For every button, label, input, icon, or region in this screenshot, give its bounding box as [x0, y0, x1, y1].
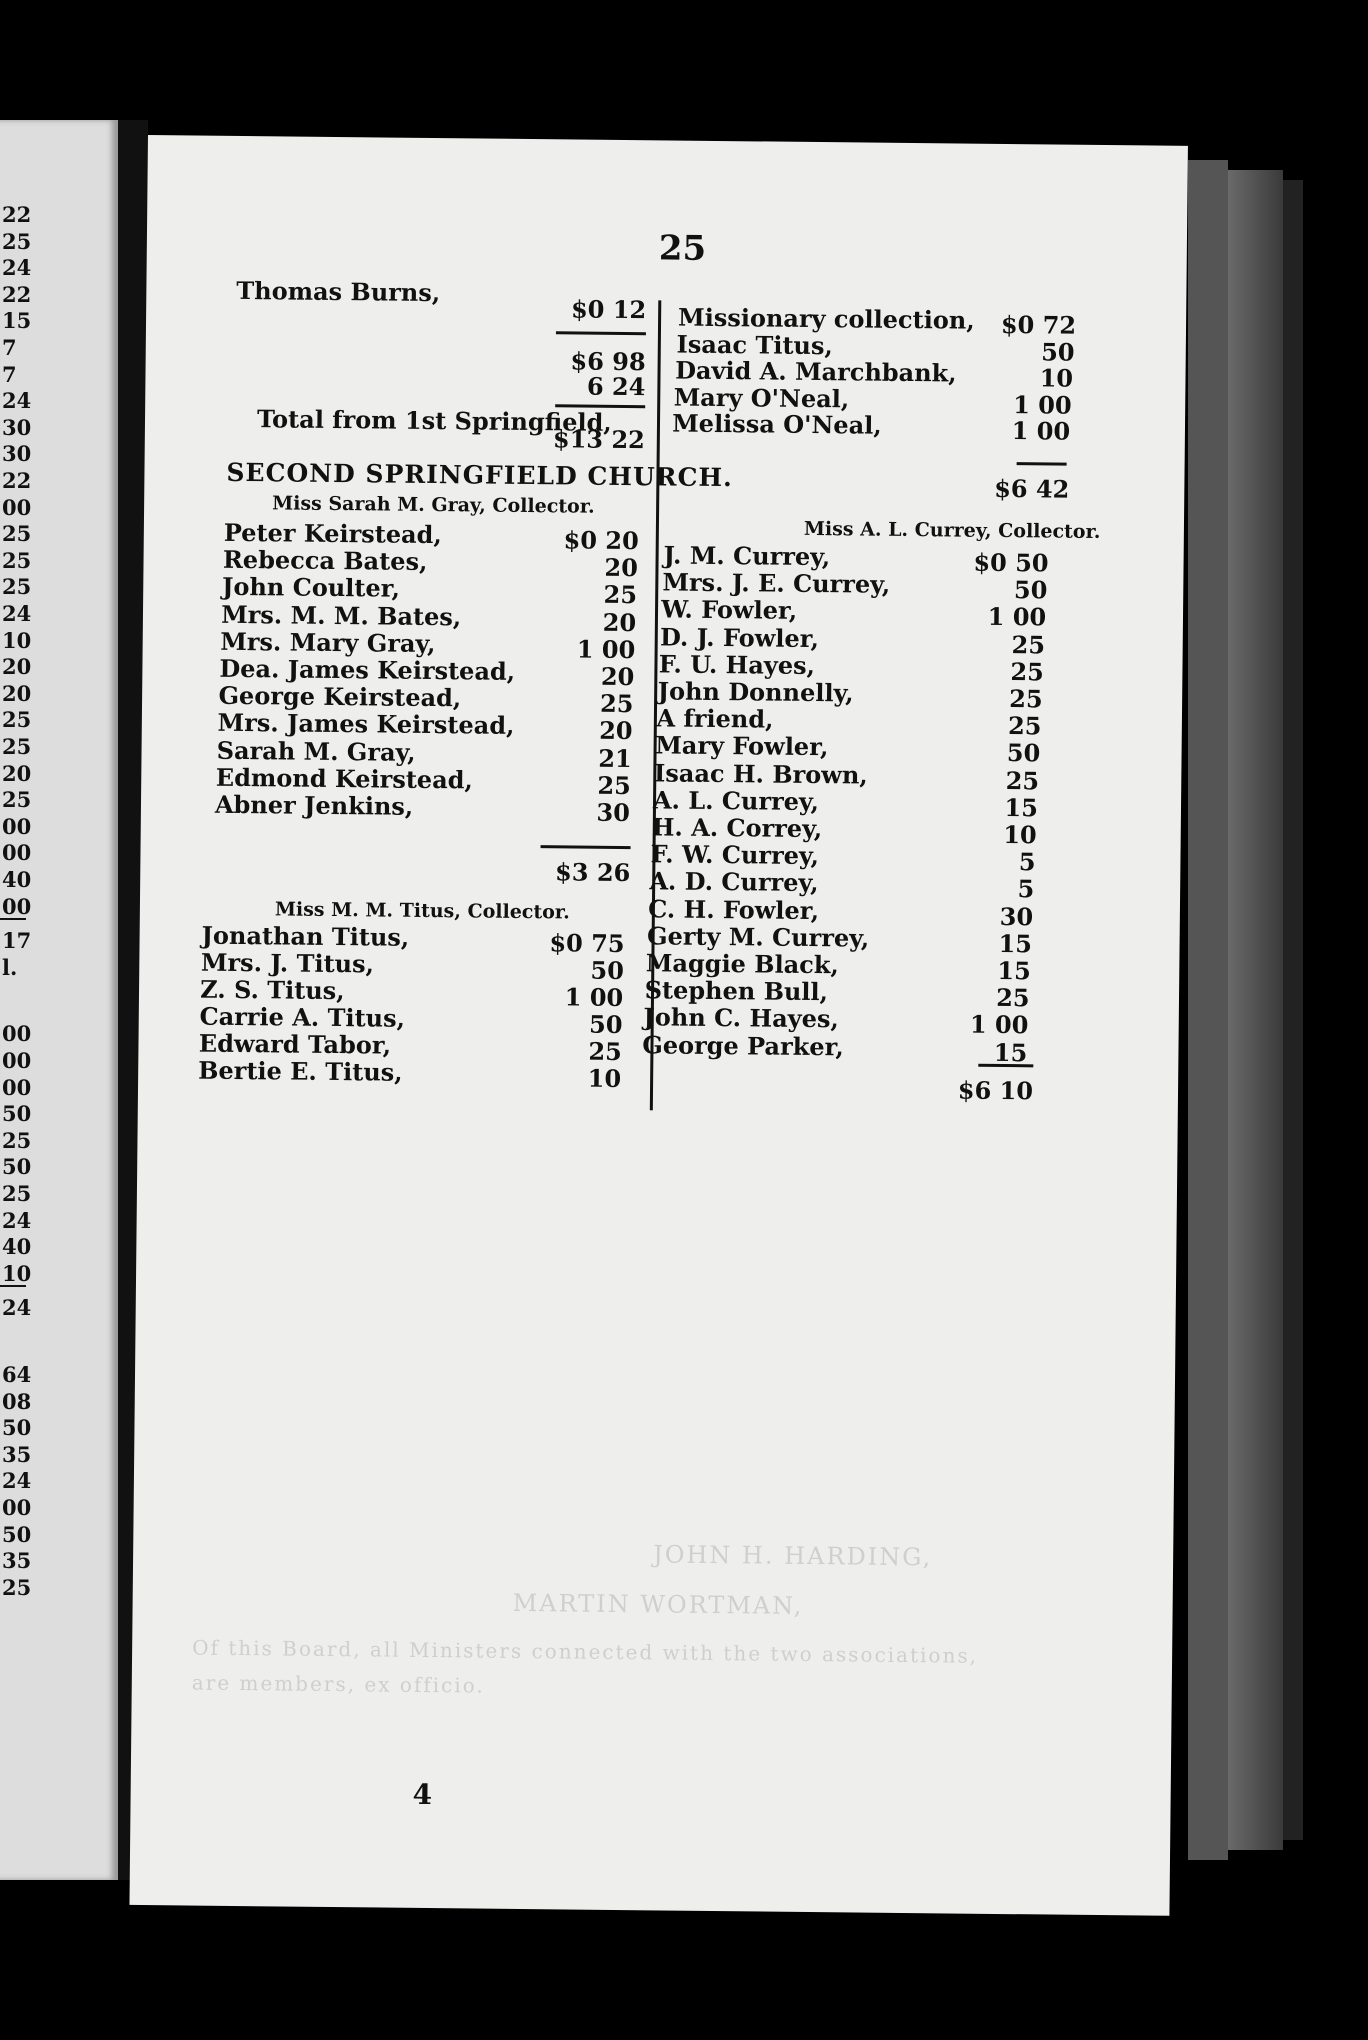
- donor-amount: 15: [993, 1037, 1028, 1067]
- margin-number: 40: [2, 1234, 32, 1260]
- donor-amount: 25: [1005, 765, 1040, 795]
- donor-amount: 25: [1007, 711, 1042, 741]
- donor-amount: 1 00: [564, 982, 624, 1013]
- donor-amount: 50: [590, 955, 625, 986]
- subtotal: 6 24: [586, 371, 646, 402]
- donor-name: Edward Tabor,: [198, 1028, 392, 1060]
- margin-number: 17: [2, 928, 32, 954]
- bleed-through-line: MARTIN WORTMAN,: [512, 1588, 804, 1620]
- donor-name: Maggie Black,: [645, 948, 839, 980]
- total-label: Total from 1st Springfield,: [256, 404, 612, 437]
- margin-number: 50: [2, 1521, 32, 1547]
- margin-number: 25: [2, 1574, 32, 1600]
- donor-amount: $0 50: [973, 547, 1049, 578]
- sum-rule: [541, 845, 631, 849]
- margin-number: 24: [2, 1295, 32, 1321]
- donor-name: A. D. Currey,: [649, 866, 819, 898]
- church-heading: SECOND SPRINGFIELD CHURCH.: [226, 457, 733, 493]
- donor-amount: 25: [599, 688, 634, 719]
- ledger-page: [129, 135, 1187, 1916]
- donor-name: Mrs. M. M. Bates,: [221, 599, 462, 631]
- margin-number: l.: [2, 954, 18, 980]
- margin-number: 64: [2, 1362, 32, 1387]
- collector-heading: Miss M. M. Titus, Collector.: [274, 898, 570, 924]
- margin-number: 20: [2, 680, 32, 706]
- donor-amount: 25: [603, 580, 638, 610]
- margin-number: 00: [2, 494, 32, 520]
- donor-name: George Parker,: [642, 1029, 845, 1061]
- donor-name: John Coulter,: [221, 572, 401, 604]
- donor-amount: 25: [588, 1036, 622, 1067]
- margin-number: 00: [2, 1074, 32, 1100]
- donor-amount: 1 00: [576, 634, 636, 664]
- margin-rule: [0, 918, 26, 920]
- donor-name: C. H. Fowler,: [648, 893, 820, 925]
- margin-rule: [0, 1285, 26, 1287]
- margin-number: 25: [2, 787, 32, 813]
- margin-number: 40: [2, 867, 32, 892]
- margin-number: 25: [2, 574, 32, 600]
- collector-heading: Miss Sarah M. Gray, Collector.: [272, 492, 595, 518]
- margin-number: 15: [2, 308, 32, 334]
- donor-amount: 30: [999, 901, 1034, 931]
- donor-name: Stephen Bull,: [644, 975, 829, 1007]
- donor-amount: 15: [997, 955, 1031, 986]
- margin-number: 00: [2, 1048, 32, 1073]
- donor-name: David A. Marchbank,: [675, 355, 957, 388]
- donor-name: Isaac H. Brown,: [653, 757, 868, 790]
- donor-name: Bertie E. Titus,: [198, 1055, 403, 1087]
- donor-name: Z. S. Titus,: [200, 974, 345, 1006]
- donor-amount: 25: [1009, 684, 1043, 714]
- donor-amount: 1 00: [969, 1010, 1029, 1040]
- page-number: 25: [658, 228, 707, 269]
- donor-amount: 25: [1010, 656, 1044, 687]
- margin-number: 25: [2, 228, 32, 254]
- donor-amount: $0 12: [570, 294, 647, 325]
- donor-amount: 25: [1011, 629, 1046, 660]
- margin-number: 25: [2, 1181, 32, 1206]
- donor-name: Mary O'Neal,: [673, 382, 850, 413]
- donor-name: Dea. James Keirstead,: [219, 653, 516, 686]
- donor-name: Gerty M. Currey,: [646, 921, 870, 953]
- donor-amount: 20: [599, 716, 633, 746]
- margin-number: 22: [2, 281, 32, 307]
- donor-amount: 50: [1041, 336, 1075, 367]
- bleed-through-line: JOHN H. HARDING,: [653, 1540, 933, 1572]
- donor-name: Sarah M. Gray,: [216, 735, 416, 767]
- donor-amount: 25: [597, 770, 631, 800]
- donor-amount: 10: [1003, 819, 1037, 850]
- donor-amount: 1 00: [1013, 389, 1072, 420]
- margin-number: 00: [2, 1021, 32, 1047]
- margin-number: 08: [2, 1388, 32, 1414]
- margin-number: 30: [2, 441, 32, 467]
- donor-amount: $0 20: [563, 525, 639, 556]
- group-total: $6 42: [994, 473, 1070, 504]
- donor-amount: 5: [1017, 874, 1035, 904]
- donor-name: Jonathan Titus,: [201, 920, 410, 952]
- donor-amount: 5: [1018, 847, 1036, 877]
- donor-name: Peter Keirstead,: [223, 517, 442, 550]
- donor-name: Mrs. J. E. Currey,: [662, 567, 891, 599]
- donor-name: A friend,: [656, 703, 774, 734]
- margin-number: 35: [2, 1441, 32, 1467]
- margin-number: 24: [2, 1468, 32, 1494]
- margin-number: 10: [2, 627, 32, 653]
- margin-number: 10: [2, 1260, 32, 1286]
- margin-number: 30: [2, 414, 32, 440]
- donor-name: Edmond Keirstead,: [215, 762, 473, 795]
- donor-amount: 20: [604, 552, 639, 583]
- margin-number: 50: [2, 1101, 32, 1127]
- donor-name: F. W. Currey,: [650, 839, 820, 871]
- margin-number: 24: [2, 255, 32, 281]
- donor-name: Mrs. J. Titus,: [200, 947, 375, 979]
- donor-name: George Keirstead,: [218, 680, 462, 713]
- donor-amount: $0 75: [549, 928, 625, 959]
- group-total: $6 10: [957, 1075, 1034, 1106]
- margin-number: 25: [2, 707, 32, 733]
- margin-number: 50: [2, 1154, 32, 1180]
- donor-name: John Donnelly,: [657, 676, 854, 708]
- margin-number: 20: [2, 654, 32, 680]
- margin-number: 7: [2, 335, 17, 360]
- sum-rule: [978, 1064, 1033, 1068]
- margin-number: 25: [2, 734, 32, 759]
- donor-amount: 50: [588, 1009, 623, 1040]
- margin-number: 25: [2, 1127, 32, 1153]
- donor-amount: 1 00: [987, 602, 1047, 632]
- margin-number: 00: [2, 893, 32, 919]
- donor-name: H. A. Correy,: [651, 812, 823, 844]
- margin-number: 24: [2, 1207, 32, 1233]
- donor-name: John C. Hayes,: [643, 1002, 839, 1034]
- margin-number: 22: [2, 202, 32, 227]
- donor-amount: 1 00: [1011, 416, 1071, 446]
- page-edge: [1283, 180, 1303, 1840]
- donor-name: Missionary collection,: [677, 302, 975, 335]
- donor-name: Melissa O'Neal,: [672, 408, 882, 440]
- margin-number: 25: [2, 547, 32, 573]
- donor-name: J. M. Currey,: [663, 540, 831, 572]
- margin-number: 7: [2, 361, 17, 387]
- donor-name: Thomas Burns,: [236, 275, 441, 308]
- margin-number: 22: [2, 468, 32, 493]
- donor-amount: 30: [596, 797, 631, 828]
- donor-name: Rebecca Bates,: [222, 544, 428, 577]
- margin-number: 24: [2, 601, 32, 626]
- donor-name: F. U. Hayes,: [658, 649, 816, 680]
- page-edge: [1188, 160, 1228, 1860]
- sum-rule: [556, 331, 646, 335]
- donor-name: Carrie A. Titus,: [199, 1001, 406, 1033]
- donor-name: Isaac Titus,: [676, 329, 833, 360]
- margin-number: 20: [2, 760, 32, 786]
- bleed-through-line: Of this Board, all Ministers connected with the two associations,: [192, 1635, 979, 1668]
- margin-number: 25: [2, 521, 32, 547]
- donor-name: Mary Fowler,: [655, 730, 829, 762]
- margin-number: 35: [2, 1548, 32, 1574]
- bleed-through-line: are members, ex officio.: [191, 1670, 485, 1698]
- donor-name: A. L. Currey,: [652, 785, 820, 816]
- donor-amount: $0 72: [1000, 309, 1077, 340]
- donor-amount: 21: [598, 743, 632, 773]
- facing-page-strip: [0, 120, 118, 1880]
- margin-number: 00: [2, 813, 32, 839]
- donor-name: Mrs. Mary Gray,: [220, 626, 436, 658]
- donor-amount: 15: [998, 928, 1033, 959]
- donor-amount: 25: [996, 983, 1030, 1013]
- page-edge: [1228, 170, 1283, 1850]
- donor-amount: 10: [1039, 363, 1074, 393]
- donor-name: D. J. Fowler,: [659, 621, 820, 653]
- subtotal: $6 98: [570, 346, 646, 377]
- donor-amount: 50: [1006, 738, 1041, 768]
- margin-number: 00: [2, 840, 32, 866]
- donor-amount: 10: [587, 1063, 622, 1094]
- total-amount: $13 22: [552, 424, 645, 455]
- donor-amount: 50: [1013, 575, 1048, 605]
- collector-heading: Miss A. L. Currey, Collector.: [803, 517, 1101, 543]
- margin-number: 50: [2, 1415, 32, 1441]
- sum-rule: [1017, 462, 1067, 466]
- margin-number: 00: [2, 1495, 32, 1520]
- footer-signature: 4: [412, 1777, 433, 1812]
- group-total: $3 26: [554, 857, 631, 888]
- donor-amount: 15: [1004, 792, 1039, 823]
- margin-number: 24: [2, 388, 32, 414]
- donor-name: Abner Jenkins,: [214, 789, 414, 821]
- donor-amount: 20: [600, 661, 635, 692]
- donor-name: Mrs. James Keirstead,: [217, 708, 515, 741]
- donor-name: W. Fowler,: [661, 594, 798, 626]
- donor-amount: 20: [602, 607, 637, 637]
